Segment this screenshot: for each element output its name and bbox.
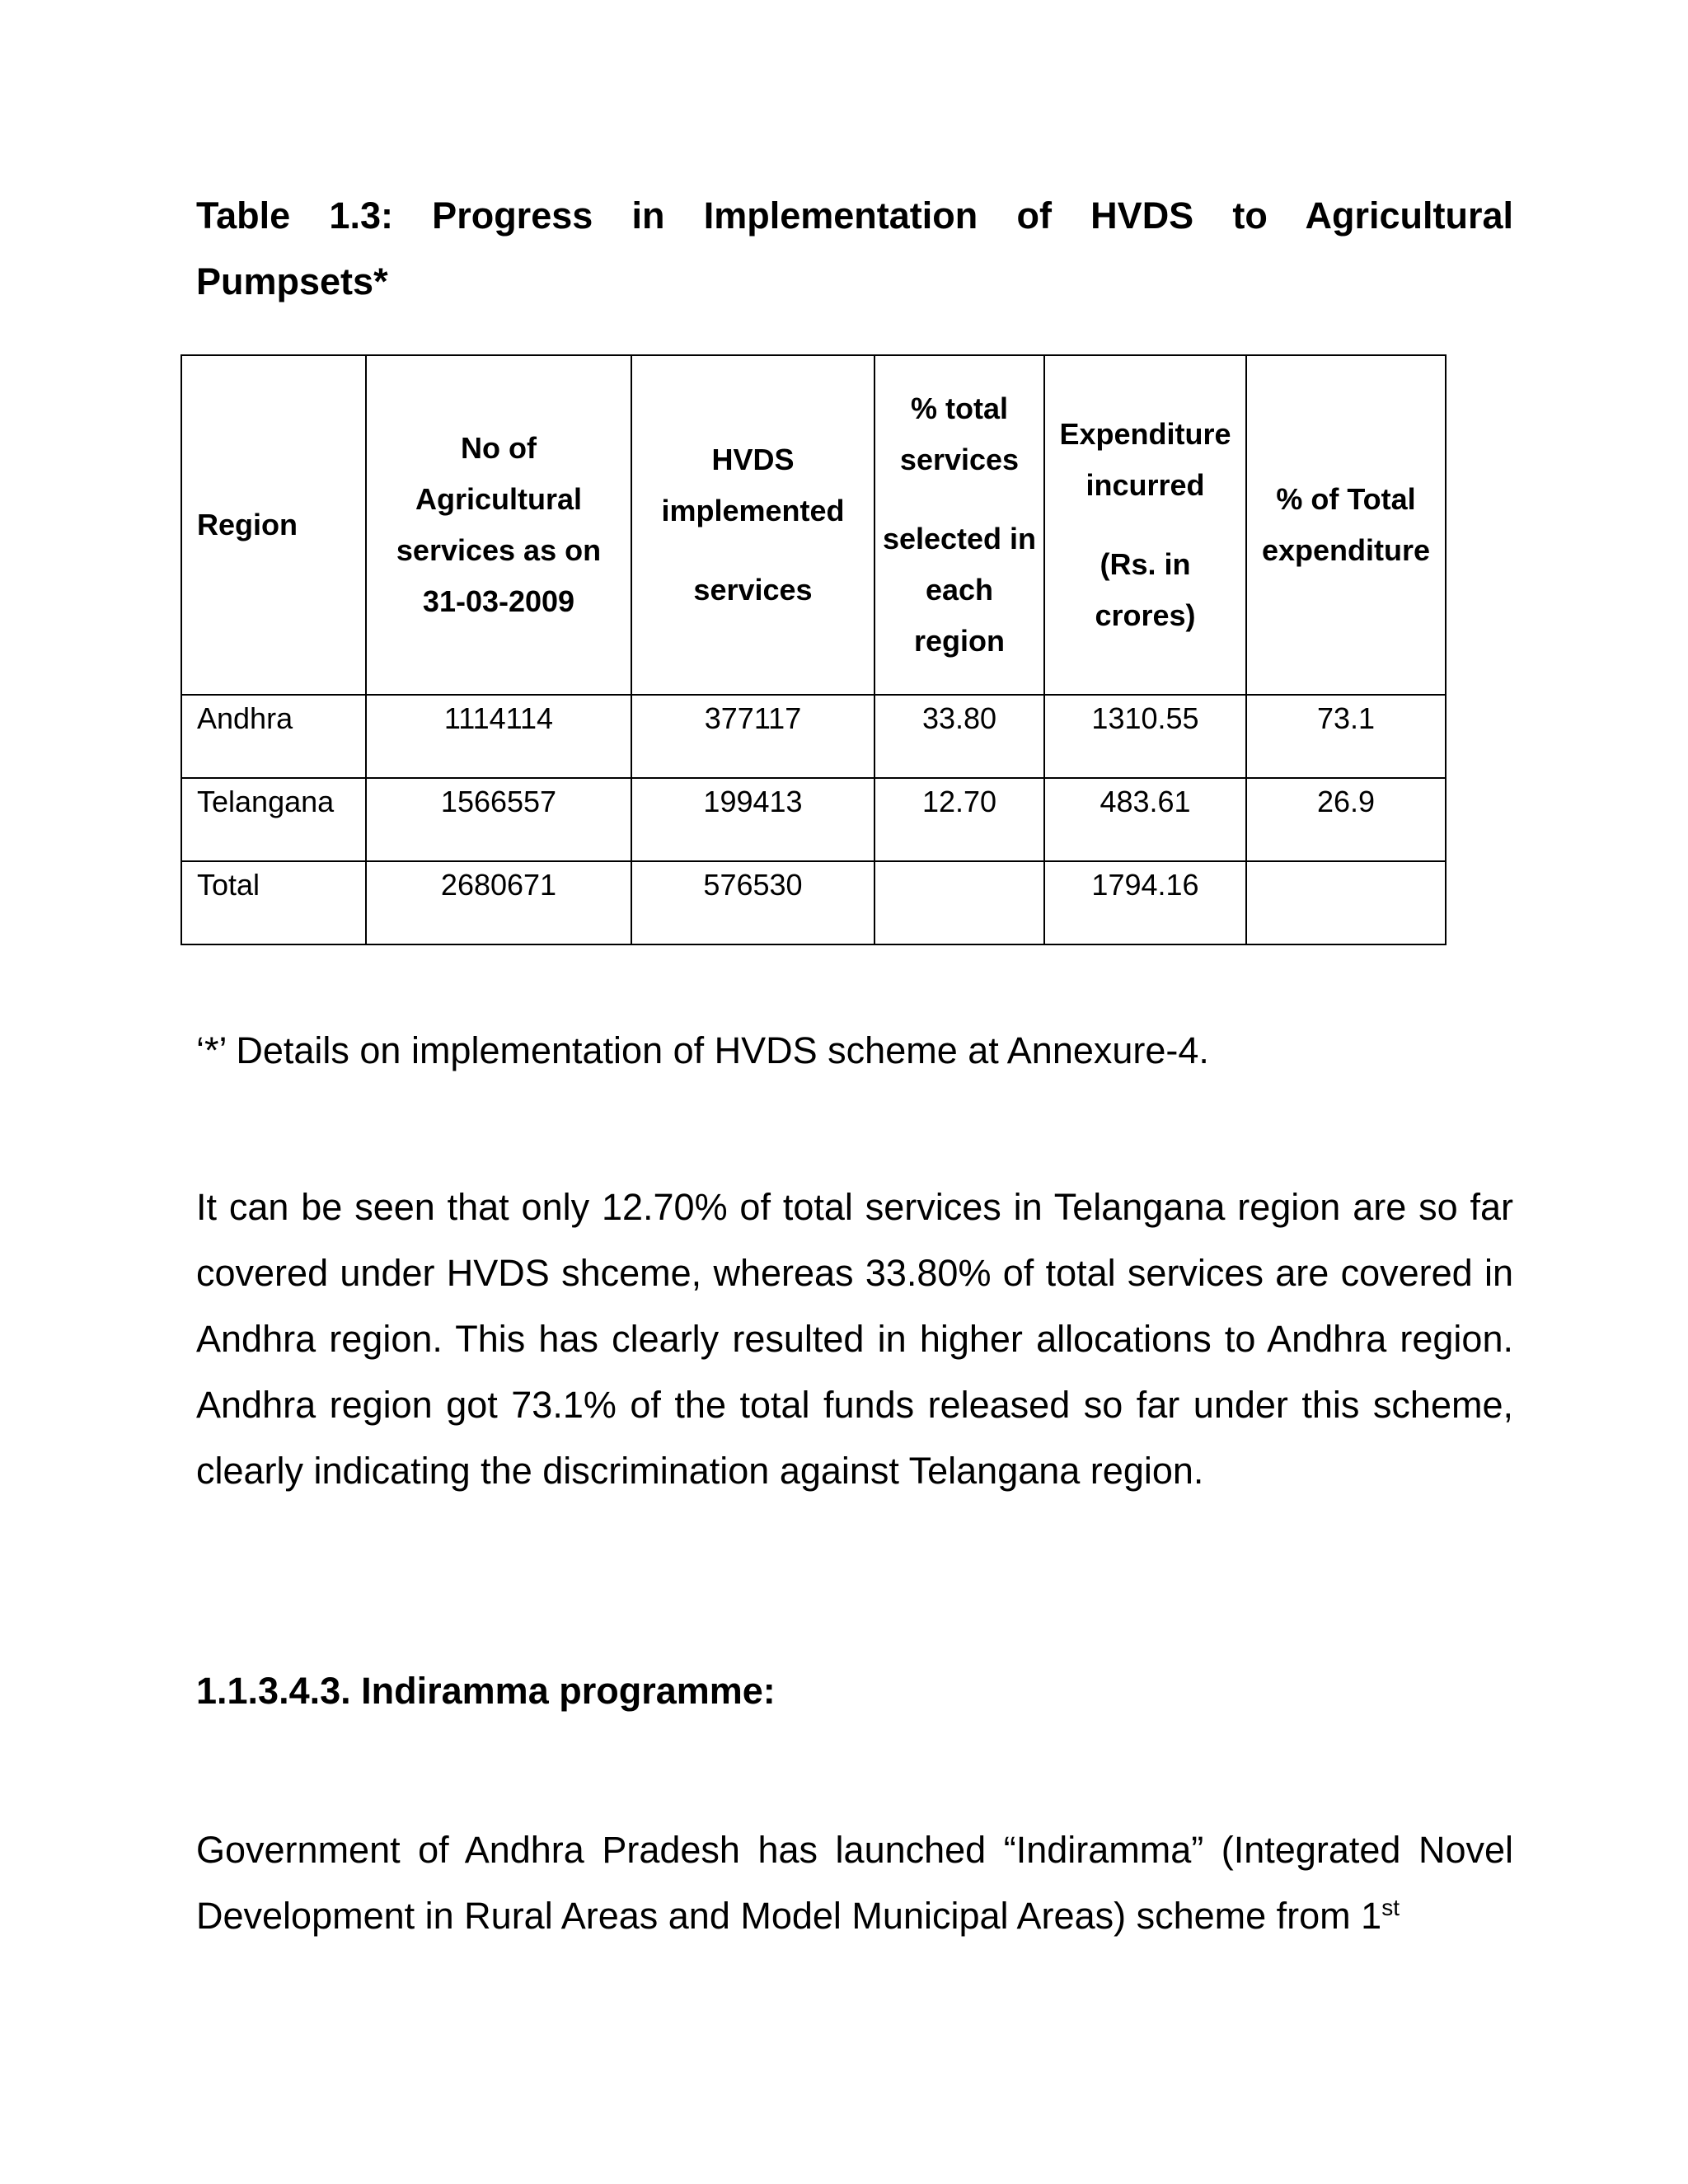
cell-region: Total — [181, 861, 366, 944]
cell-region: Telangana — [181, 778, 366, 861]
cell-pct-services: 33.80 — [874, 695, 1044, 778]
table-row — [181, 695, 1446, 778]
cell-pct-expenditure: 73.1 — [1246, 695, 1446, 778]
header-line: selected in — [882, 522, 1037, 555]
header-hvds-implemented — [631, 355, 874, 695]
header-line: services — [899, 443, 1020, 476]
table-row — [181, 778, 1446, 861]
header-line: HVDS — [711, 443, 795, 476]
header-line: services as on — [396, 533, 602, 567]
header-region: Region — [181, 355, 366, 695]
cell-hvds-services: 377117 — [631, 695, 874, 778]
header-line: services — [693, 573, 813, 607]
header-line: region — [913, 624, 1005, 658]
cell-agri-services: 2680671 — [366, 861, 631, 944]
table-header-row — [181, 355, 1446, 695]
cell-region: Andhra — [181, 695, 366, 778]
table-footnote: ‘*’ Details on implementation of HVDS scheme at Annexure-4. — [196, 1029, 1209, 1071]
analysis-paragraph: It can be seen that only 12.70% of total services in Telangana region are so far covered under HVDS shceme, whereas 33.80% of total services are covered in Andhra region. This has clearly resulted in higher allocations to Andhra region. Andhra region got 73.1% of the total funds released so far under this scheme, clearly indicating the discrimination against Telangana region. — [196, 1186, 1513, 1492]
cell-expenditure: 483.61 — [1044, 778, 1246, 861]
header-pct-expenditure — [1246, 355, 1446, 695]
cell-pct-expenditure — [1246, 861, 1446, 944]
header-line: % total — [910, 391, 1008, 425]
header-line: Expenditure — [1059, 417, 1231, 451]
cell-pct-expenditure: 26.9 — [1246, 778, 1446, 861]
header-line: 31-03-2009 — [422, 584, 575, 618]
header-line: incurred — [1085, 468, 1205, 502]
hvds-progress-table — [181, 354, 1447, 945]
cell-pct-services: 12.70 — [874, 778, 1044, 861]
cell-hvds-services: 199413 — [631, 778, 874, 861]
section-heading: 1.1.3.4.3. Indiramma programme: — [196, 1670, 776, 1712]
header-expenditure — [1044, 355, 1246, 695]
header-line: Agricultural — [415, 482, 583, 516]
cell-expenditure: 1794.16 — [1044, 861, 1246, 944]
indiramma-paragraph-text: Government of Andhra Pradesh has launched “Indiramma” (Integrated Novel Development in Rural Areas and Model Municipal Areas) scheme from 1 — [196, 1829, 1513, 1937]
header-line: each — [925, 573, 994, 607]
header-pct-services — [874, 355, 1044, 695]
cell-agri-services: 1566557 — [366, 778, 631, 861]
cell-expenditure: 1310.55 — [1044, 695, 1246, 778]
header-line: expenditure — [1261, 533, 1431, 567]
header-line: implemented — [661, 494, 845, 527]
header-line: % of Total — [1276, 482, 1416, 516]
cell-agri-services: 1114114 — [366, 695, 631, 778]
indiramma-paragraph — [196, 1817, 1513, 1949]
header-agricultural-services — [366, 355, 631, 695]
cell-pct-services — [874, 861, 1044, 944]
ordinal-suffix: st — [1381, 1895, 1400, 1920]
header-line: (Rs. in — [1100, 547, 1191, 581]
header-line: crores) — [1095, 598, 1196, 632]
cell-hvds-services: 576530 — [631, 861, 874, 944]
header-line: No of — [461, 431, 537, 465]
table-title: Table 1.3: Progress in Implementation of HVDS to Agricultural Pumpsets* — [196, 194, 1513, 302]
table-row — [181, 861, 1446, 944]
